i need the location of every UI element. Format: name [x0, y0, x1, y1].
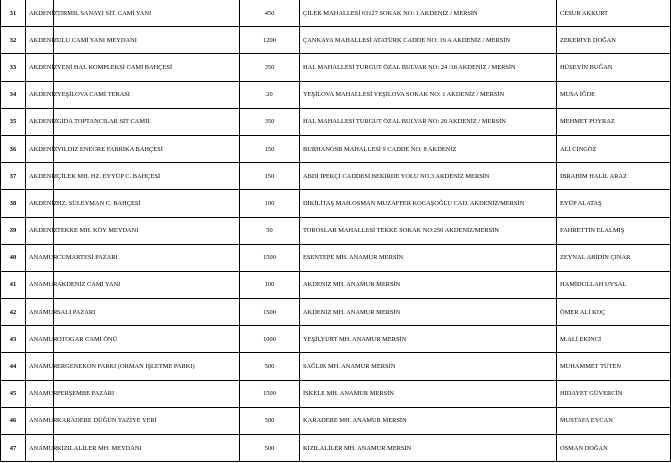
location-cell: CUMARTESİ PAZARI: [54, 244, 240, 271]
responsible-person-cell: OSMAN DOĞAN: [557, 435, 671, 462]
location-cell: HZ. SÜLEYMAN C. BAHÇESİ: [54, 190, 240, 217]
row-number-cell: 38: [1, 190, 26, 217]
location-cell: OTOGAR CAMİ ÖNÜ: [54, 326, 240, 353]
address-cell: AKDENİZ MH. ANAMUR MERSİN: [300, 271, 557, 298]
responsible-person-cell: HİDAYET GÜVERCİN: [557, 380, 671, 407]
quantity-cell: 1500: [240, 299, 300, 326]
table-row: [1, 0, 671, 27]
row-number-cell: 33: [1, 54, 26, 81]
location-cell: ÇİLEK MH. HZ. EYYÜP C. BAHÇESİ: [54, 163, 240, 190]
address-cell: YEŞİLYURT MH. ANAMUR MERSİN: [300, 326, 557, 353]
location-cell: ERGENEKON PARKI (ORMAN İŞLETME PARKI): [54, 353, 240, 380]
responsible-person-cell: CESUR AKKURT: [557, 0, 671, 27]
row-number-cell: 39: [1, 217, 26, 244]
district-cell: AKDENİZ: [26, 163, 54, 190]
responsible-person-cell: MEHMET POYRAZ: [557, 108, 671, 135]
responsible-person-cell: ZEKERİYE DOĞAN: [557, 27, 671, 54]
table-row: [1, 108, 671, 135]
quantity-cell: 1000: [240, 326, 300, 353]
district-cell: ANAMUR: [26, 326, 54, 353]
responsible-person-cell: HAMİDULLAH UYSAL: [557, 271, 671, 298]
row-number-cell: 36: [1, 135, 26, 162]
row-number-cell: 31: [1, 0, 26, 27]
location-cell: YEŞİLOVA CAMİ TERASI: [54, 81, 240, 108]
responsible-person-cell: ZEYNAL ABİDİN ÇINAR: [557, 244, 671, 271]
responsible-person-cell: MUSA İĞDE: [557, 81, 671, 108]
quantity-cell: 500: [240, 407, 300, 434]
row-number-cell: 42: [1, 299, 26, 326]
district-cell: ANAMUR: [26, 380, 54, 407]
district-cell: ANAMUR: [26, 271, 54, 298]
address-cell: KARADERE MH. ANAMUR MERSİN: [300, 407, 557, 434]
district-cell: ANAMUR: [26, 435, 54, 462]
address-cell: ABDİ İPEKÇİ CADDESİ BEKİRDE YOLU NO.3 AKDENİZ MERSİN: [300, 163, 557, 190]
responsible-person-cell: ÖMER ALİ KOÇ: [557, 299, 671, 326]
table-row: [1, 135, 671, 162]
row-number-cell: 35: [1, 108, 26, 135]
address-cell: İSKELE MH. ANAMUR MERSİN: [300, 380, 557, 407]
quantity-cell: 350: [240, 54, 300, 81]
location-cell: SALI PAZARI: [54, 299, 240, 326]
quantity-cell: 50: [240, 217, 300, 244]
district-cell: AKDENİZ: [26, 108, 54, 135]
address-cell: HAL MAHALLESİ TURGUT ÖZAL BULVAR NO: 24 /18 AKDENİZ / MERSİN: [300, 54, 557, 81]
location-cell: AKDENİZ CAMİ YANI: [54, 271, 240, 298]
table-row: [1, 299, 671, 326]
address-cell: AKDENİZ MH. ANAMUR MERSİN: [300, 299, 557, 326]
district-cell: ANAMUR: [26, 353, 54, 380]
address-cell: HAL MAHALLESİ TURGUT ÖZAL BULVAR NO: 20 AKDENİZ / MERSİN: [300, 108, 557, 135]
address-cell: ÇANKAYA MAHALLESİ ATATÜRK CADDE NO: 19 A AKDENİZ / MERSİN: [300, 27, 557, 54]
location-cell: YENİ HAL KOMPLEKSİ CAMİ BAHÇESİ: [54, 54, 240, 81]
table-row: [1, 54, 671, 81]
location-cell: TEKKE MH. KÖY MEYDANI: [54, 217, 240, 244]
row-number-cell: 45: [1, 380, 26, 407]
district-cell: AKDENİZ: [26, 27, 54, 54]
location-cell: KIZILALİLER MH. MEYDANI: [54, 435, 240, 462]
quantity-cell: 150: [240, 135, 300, 162]
district-cell: AKDENİZ: [26, 81, 54, 108]
quantity-cell: 100: [240, 271, 300, 298]
table-row: [1, 353, 671, 380]
address-cell: YEŞİLOVA MAHALLESİ YEŞİLOVA SOKAK NO: 1 AKDENİZ / MERSİN: [300, 81, 557, 108]
responsible-person-cell: ALİ CİNGÖZ: [557, 135, 671, 162]
responsible-person-cell: EYÜP ALATAŞ: [557, 190, 671, 217]
responsible-person-cell: İBRAHİM HALİL ARAZ: [557, 163, 671, 190]
district-cell: AKDENİZ: [26, 217, 54, 244]
quantity-cell: 1500: [240, 380, 300, 407]
location-cell: TIRMIL SANAYİ SİT. CAMİ YANI: [54, 0, 240, 27]
row-number-cell: 37: [1, 163, 26, 190]
row-number-cell: 41: [1, 271, 26, 298]
responsible-person-cell: FAHRETTİN ELALMIŞ: [557, 217, 671, 244]
quantity-cell: 150: [240, 163, 300, 190]
row-number-cell: 47: [1, 435, 26, 462]
district-cell: ANAMUR: [26, 407, 54, 434]
table-row: [1, 435, 671, 462]
address-cell: ÇİLEK MAHALLESİ 63127 SOKAK NO: 1 AKDENİZ / MERSİN: [300, 0, 557, 27]
quantity-cell: 1200: [240, 27, 300, 54]
responsible-person-cell: MUSTAFA EYCAN: [557, 407, 671, 434]
quantity-cell: 1500: [240, 244, 300, 271]
address-cell: TOROSLAR MAHALLESİ TEKKE SOKAK NO:250 AKDENİZ/MERSİN: [300, 217, 557, 244]
district-cell: AKDENİZ: [26, 190, 54, 217]
responsible-person-cell: HÜSEYİN BUĞAN: [557, 54, 671, 81]
table-row: [1, 271, 671, 298]
table-body: [1, 0, 671, 462]
row-number-cell: 34: [1, 81, 26, 108]
table-row: [1, 407, 671, 434]
district-cell: AKDENİZ: [26, 0, 54, 27]
table-row: [1, 244, 671, 271]
quantity-cell: 100: [240, 190, 300, 217]
table-row: [1, 326, 671, 353]
quantity-cell: 350: [240, 108, 300, 135]
location-cell: YILDIZ ENEGRE FABRİKA BAHÇESİ: [54, 135, 240, 162]
address-cell: ESENTEPE MH. ANAMUR MERSİN: [300, 244, 557, 271]
location-cell: KARADERE DÜĞÜN TAZİYE YERİ: [54, 407, 240, 434]
row-number-cell: 44: [1, 353, 26, 380]
table-row: [1, 190, 671, 217]
table-row: [1, 81, 671, 108]
responsible-person-cell: M.ALİ EKİNCİ: [557, 326, 671, 353]
row-number-cell: 32: [1, 27, 26, 54]
location-cell: GIDA TOPTANCILAR SİT CAMİİ: [54, 108, 240, 135]
address-cell: KIZILALİLER MH. ANAMUR MERSİN: [300, 435, 557, 462]
address-cell: SAĞLIK MH. ANAMUR MERSİN: [300, 353, 557, 380]
row-number-cell: 43: [1, 326, 26, 353]
quantity-cell: 450: [240, 0, 300, 27]
row-number-cell: 40: [1, 244, 26, 271]
quantity-cell: 20: [240, 81, 300, 108]
table-row: [1, 163, 671, 190]
address-cell: BURHANOSB MAHALLESİ 9 CADDE NO: 8 AKDENİZ: [300, 135, 557, 162]
row-number-cell: 46: [1, 407, 26, 434]
district-cell: ANAMUR: [26, 244, 54, 271]
table-row: [1, 27, 671, 54]
district-cell: AKDENİZ: [26, 135, 54, 162]
location-cell: PERŞEMBE PAZARI: [54, 380, 240, 407]
district-cell: ANAMUR: [26, 299, 54, 326]
quantity-cell: 500: [240, 435, 300, 462]
district-cell: AKDENİZ: [26, 54, 54, 81]
address-cell: DİKİLİTAŞ MAH.OSMAN MUZAFFER KOCAŞOĞLU CAD. AKDENİZ/MERSİN: [300, 190, 557, 217]
responsible-person-cell: MUHAMMET TÜTEN: [557, 353, 671, 380]
table-row: [1, 380, 671, 407]
quantity-cell: 500: [240, 353, 300, 380]
table-row: [1, 217, 671, 244]
location-cell: ULU CAMİ YANI MEYDANI: [54, 27, 240, 54]
